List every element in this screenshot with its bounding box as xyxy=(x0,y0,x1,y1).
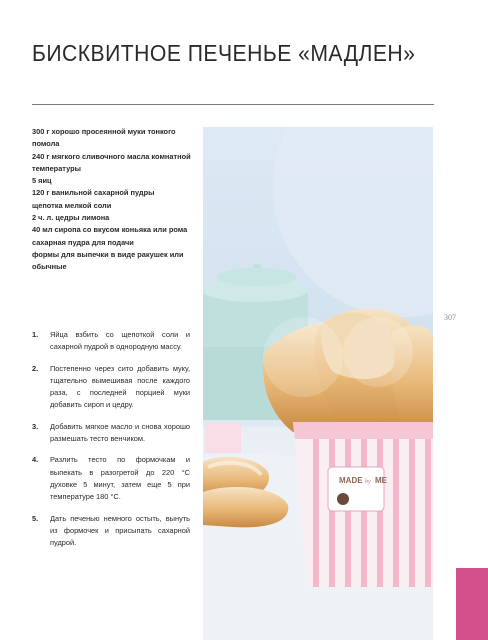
step-item xyxy=(32,421,190,446)
step-number: 5. xyxy=(32,513,39,523)
ingredient-line: 2 ч. л. цедры лимона xyxy=(32,213,110,223)
ingredients-list xyxy=(32,126,197,274)
ingredient-line: 120 г ванильной сахарной пудры xyxy=(32,188,155,198)
page-title: БИСКВИТНОЕ ПЕЧЕНЬЕ «МАДЛЕН» xyxy=(32,40,416,66)
ingredient-line: 5 яиц xyxy=(32,176,52,186)
step-text: Разлить тесто по формочкам и выпекать в разогретой до 220 °С духовке 5 минут, затем еще 5 при температуре 180 °С. xyxy=(50,455,190,502)
step-number: 1. xyxy=(32,330,39,339)
box-label-by: by xyxy=(365,479,371,485)
step-item xyxy=(32,454,190,503)
step-number: 4. xyxy=(32,455,39,465)
box-label-made: MADE xyxy=(339,476,363,485)
ingredient-line: 300 г хорошо просеянной муки тонкого xyxy=(32,127,176,136)
steps-list xyxy=(32,329,190,558)
step-item xyxy=(32,513,190,550)
ingredient-line: щепотка мелкой соли xyxy=(32,200,112,210)
ingredient-line: 240 г мягкого сливочного масла комнатной xyxy=(32,151,191,161)
box-label-me: ME xyxy=(375,476,387,485)
page-number: 307 xyxy=(444,313,456,322)
title-divider xyxy=(32,104,434,105)
ingredient-line: 40 мл сиропа со вкусом коньяка или рома xyxy=(32,225,188,235)
ingredient-line: температуры xyxy=(32,163,81,173)
step-text: Дать печенью немного остыть, вынуть из формочек и присыпать сахарной пудрой. xyxy=(50,513,190,548)
ingredient-line: формы для выпечки в виде ракушек или xyxy=(32,249,184,259)
ingredient-line: сахарная пудра для подачи xyxy=(32,237,134,247)
step-item xyxy=(32,329,190,354)
madeleines-illustration xyxy=(203,127,433,640)
ingredient-line: помола xyxy=(32,139,60,149)
ingredient-line: обычные xyxy=(32,262,67,272)
step-number: 2. xyxy=(32,363,39,373)
madeleines-photo xyxy=(203,127,433,640)
step-number: 3. xyxy=(32,421,39,431)
step-text: Яйца взбить со щепоткой соли и сахарной пудрой в однородную массу. xyxy=(50,330,190,352)
step-text: Добавить мягкое масло и снова хорошо размешать тесто венчиком. xyxy=(50,421,190,444)
madeleines-in-box xyxy=(263,309,433,432)
step-item xyxy=(32,363,190,412)
section-tab xyxy=(456,568,488,640)
pink-paper-box xyxy=(293,422,433,587)
step-text: Постепенно через сито добавить муку, тщательно вымешивая после каждого раза, с последней порцией муки добавить сироп и цедру. xyxy=(50,363,190,410)
